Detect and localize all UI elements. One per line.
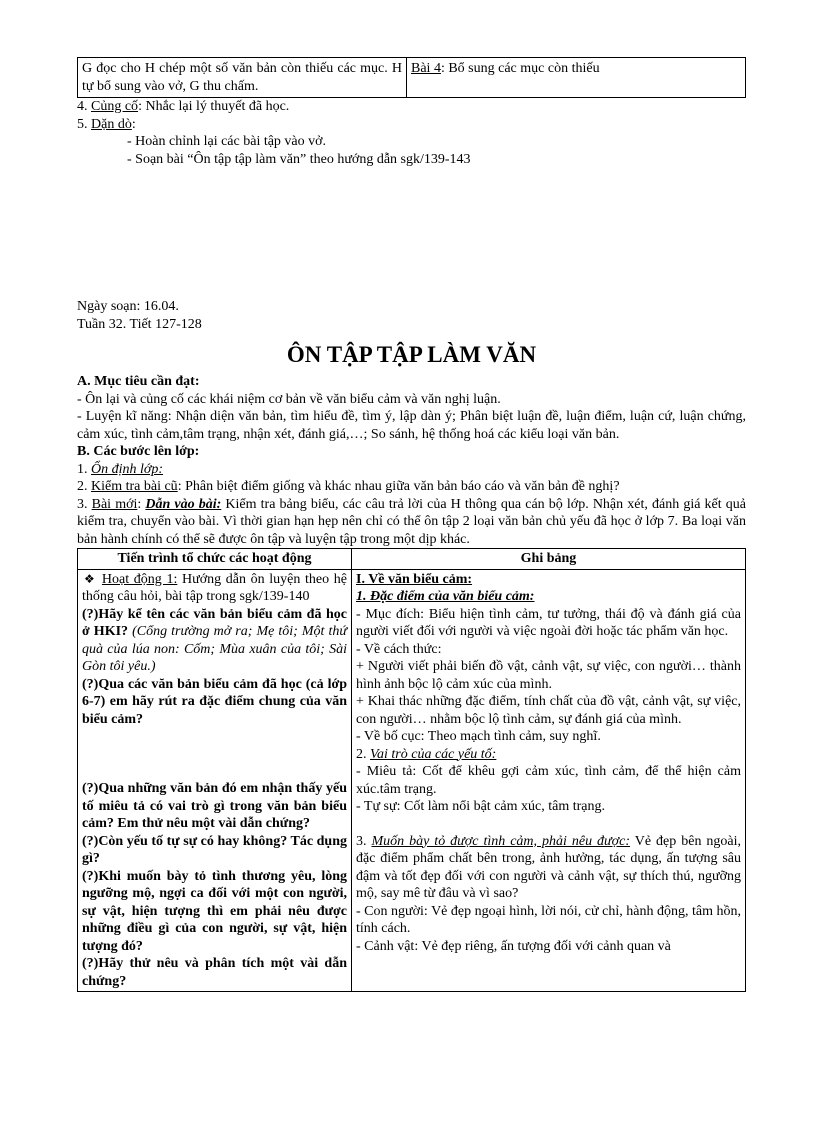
note-description: - Miêu tả: Cốt để khêu gợi cảm xúc, tình cảm, để thể hiện cảm xúc.tâm trạng. bbox=[356, 764, 741, 797]
exercise-label: Bài 4 bbox=[411, 61, 441, 76]
heading-roles bbox=[356, 746, 741, 764]
note-text: Vẻ đẹp bên ngoài, đặc điểm phẩm chất bên trong, ảnh hưởng, tác dụng, ấn tượng sâu đậm và tốt đẹp đối với con người và cảnh vật, sự thích thú, ngưỡng mộ, say mê từ đâu và vì sao? bbox=[356, 833, 742, 901]
note-people: - Con người: Vẻ đẹp ngoại hình, lời nói, cử chỉ, hành động, tâm hồn, tính cách. bbox=[356, 903, 741, 936]
note-narration: - Tự sự: Cốt làm nổi bật cảm xúc, tâm trạng. bbox=[356, 799, 605, 814]
question-1 bbox=[82, 606, 347, 676]
step-number: 3. bbox=[77, 496, 92, 512]
section-label: Củng cố bbox=[91, 99, 139, 114]
header-board-notes: Ghi bảng bbox=[352, 549, 746, 570]
step-number: 2. bbox=[77, 479, 91, 494]
lesson-title: ÔN TẬP TẬP LÀM VĂN bbox=[286, 342, 537, 367]
step-label: Kiểm tra bài cũ bbox=[91, 479, 178, 494]
question-2: (?)Qua các văn bản biểu cảm đã học (cả lớp 6-7) em hãy rút ra đặc điểm chung của văn biểu cảm? bbox=[82, 676, 347, 727]
step-label: Bài mới bbox=[91, 496, 138, 512]
question-6: (?)Hãy thử nêu và phân tích một vài dẫn chứng? bbox=[82, 956, 347, 989]
activities-column bbox=[78, 569, 352, 992]
section-label: Dặn dò bbox=[91, 116, 132, 132]
objective-1: - Ôn lại và củng cố các khái niệm cơ bản về văn biểu cảm và văn nghị luận. bbox=[77, 391, 501, 407]
spacer bbox=[82, 728, 347, 780]
heading-features: 1. Đặc điểm của văn biểu cảm: bbox=[356, 589, 535, 604]
note-purpose: - Mục đích: Biểu hiện tình cảm, tư tưởng, thái độ và đánh giá của người viết đối với người và việc ngoài đời hoặc tác phẩm văn học. bbox=[356, 606, 741, 639]
section-4 bbox=[77, 98, 746, 116]
activity-1 bbox=[82, 571, 347, 606]
section-b-heading: B. Các bước lên lớp: bbox=[77, 444, 200, 459]
document-page bbox=[77, 57, 746, 992]
spacer bbox=[356, 816, 741, 833]
section-a-heading: A. Mục tiêu cần đạt: bbox=[77, 374, 200, 389]
objective-2: - Luyện kĩ năng: Nhận diện văn bản, tìm hiểu đề, tìm ý, lập dàn ý; Phân biệt luận đề, luận điểm, luận cứ, luận chứng, cảm xúc, tình cảm,tâm trạng, nhận xét, đánh giá,…; So sánh, hệ thống hoá các kiểu loại văn bản. bbox=[77, 409, 746, 442]
heading-text: Vai trò của các yếu tố: bbox=[370, 746, 497, 762]
note-method-1: + Người viết phải biến đồ vật, cảnh vật, sự việc, con người… thành hình ảnh bộc lộ cảm xúc của mình. bbox=[356, 659, 741, 692]
step-colon: : bbox=[137, 496, 146, 512]
activity-label: Hoạt động 1: bbox=[101, 571, 178, 587]
section-text: : Nhắc lại lý thuyết đã học. bbox=[138, 99, 290, 114]
section-number: 5. bbox=[77, 116, 91, 132]
question-5: (?)Khi muốn bày tỏ tình thương yêu, lòng ngưỡng mộ, ngợi ca đối với một con người, sự vật, hiện tượng thì em phải nêu được những điều gì của con người, sự vật, hiện tượng đó? bbox=[82, 868, 347, 954]
previous-lesson-activity: G đọc cho H chép một số văn bản còn thiếu các mục. H tự bổ sung vào vở, G thu chấm. bbox=[78, 58, 407, 98]
step-2 bbox=[77, 478, 746, 496]
activities-table bbox=[77, 548, 746, 992]
heading-number: 2. bbox=[356, 746, 370, 762]
intro-label: Dẫn vào bài: bbox=[145, 496, 222, 512]
activity-text: Hướng dẫn ôn luyện theo hệ thống câu hỏi, bài tập trong sgk/139-140 bbox=[82, 571, 347, 604]
homework-item: - Soạn bài “Ôn tập tập làm văn” theo hướng dẫn sgk/139-143 bbox=[127, 151, 471, 167]
section-number: 4. bbox=[77, 99, 91, 114]
section-colon: : bbox=[131, 116, 136, 132]
week-period: Tuần 32. Tiết 127-128 bbox=[77, 316, 202, 332]
step-text: Kiểm tra bảng biểu, các câu trả lời của H thông qua cán bộ lớp. Nhận xét, đánh giá kết quả kiểm tra, chuyển vào bài. Vì thời gian hạn hẹp nên chỉ có thể ôn tập 2 loại văn bản chủ yếu đã học ở lớp 7. Ba loại văn bản hành chính có thể sẽ được ôn tập và luyện tập trong một dịp khác. bbox=[77, 496, 746, 547]
step-3 bbox=[77, 496, 746, 549]
step-1 bbox=[77, 461, 746, 479]
question-text: (?)Hãy kể tên các văn bản biểu cảm đã học ở HKI? bbox=[82, 606, 347, 639]
previous-lesson-table bbox=[77, 57, 746, 98]
section-5 bbox=[77, 116, 746, 134]
question-answer: (Cổng trường mở ra; Mẹ tôi; Một thứ quà của lúa non: Cốm; Mùa xuân của tôi; Sài Gòn tôi yêu.) bbox=[82, 624, 347, 674]
note-method-2: + Khai thác những đặc điểm, tính chất của đồ vật, cảnh vật, sự việc, con người… nhằm bộc lộ tình cảm, sự đánh giá của mình. bbox=[356, 694, 741, 727]
previous-lesson-note bbox=[407, 58, 746, 98]
exercise-text: : Bổ sung các mục còn thiếu bbox=[440, 61, 600, 76]
heading-expressive: I. Về văn biểu cảm: bbox=[356, 571, 473, 587]
prep-date: Ngày soạn: 16.04. bbox=[77, 299, 179, 314]
header-activities: Tiến trình tổ chức các hoạt động bbox=[78, 549, 352, 570]
note-method: - Về cách thức: bbox=[356, 641, 442, 657]
step-text: : Phân biệt điểm giống và khác nhau giữa văn bản báo cáo và văn bản đề nghị? bbox=[177, 479, 620, 494]
note-express-feelings bbox=[356, 833, 741, 903]
note-scenery: - Cảnh vật: Vẻ đẹp riêng, ấn tượng đối với cảnh quan và bbox=[356, 938, 671, 954]
step-number: 1. bbox=[77, 461, 91, 477]
heading-text: Muốn bày tỏ được tình cảm, phải nêu được: bbox=[371, 833, 631, 849]
diamond-bullet-icon: ❖ bbox=[84, 571, 96, 586]
question-3: (?)Qua những văn bản đó em nhận thấy yếu tố miêu tả có vai trò gì trong văn bản biểu cảm? Em thử nêu một vài dẫn chứng? bbox=[82, 781, 347, 831]
question-4: (?)Còn yếu tố tự sự có hay không? Tác dụng gì? bbox=[82, 833, 347, 866]
homework-item: - Hoàn chỉnh lại các bài tập vào vở. bbox=[127, 134, 327, 149]
spacer bbox=[77, 168, 746, 298]
board-notes-column bbox=[352, 569, 746, 992]
heading-number: 3. bbox=[356, 833, 372, 849]
step-label: Ổn định lớp: bbox=[91, 461, 164, 477]
note-structure: - Về bố cục: Theo mạch tình cảm, suy nghĩ. bbox=[356, 729, 601, 744]
